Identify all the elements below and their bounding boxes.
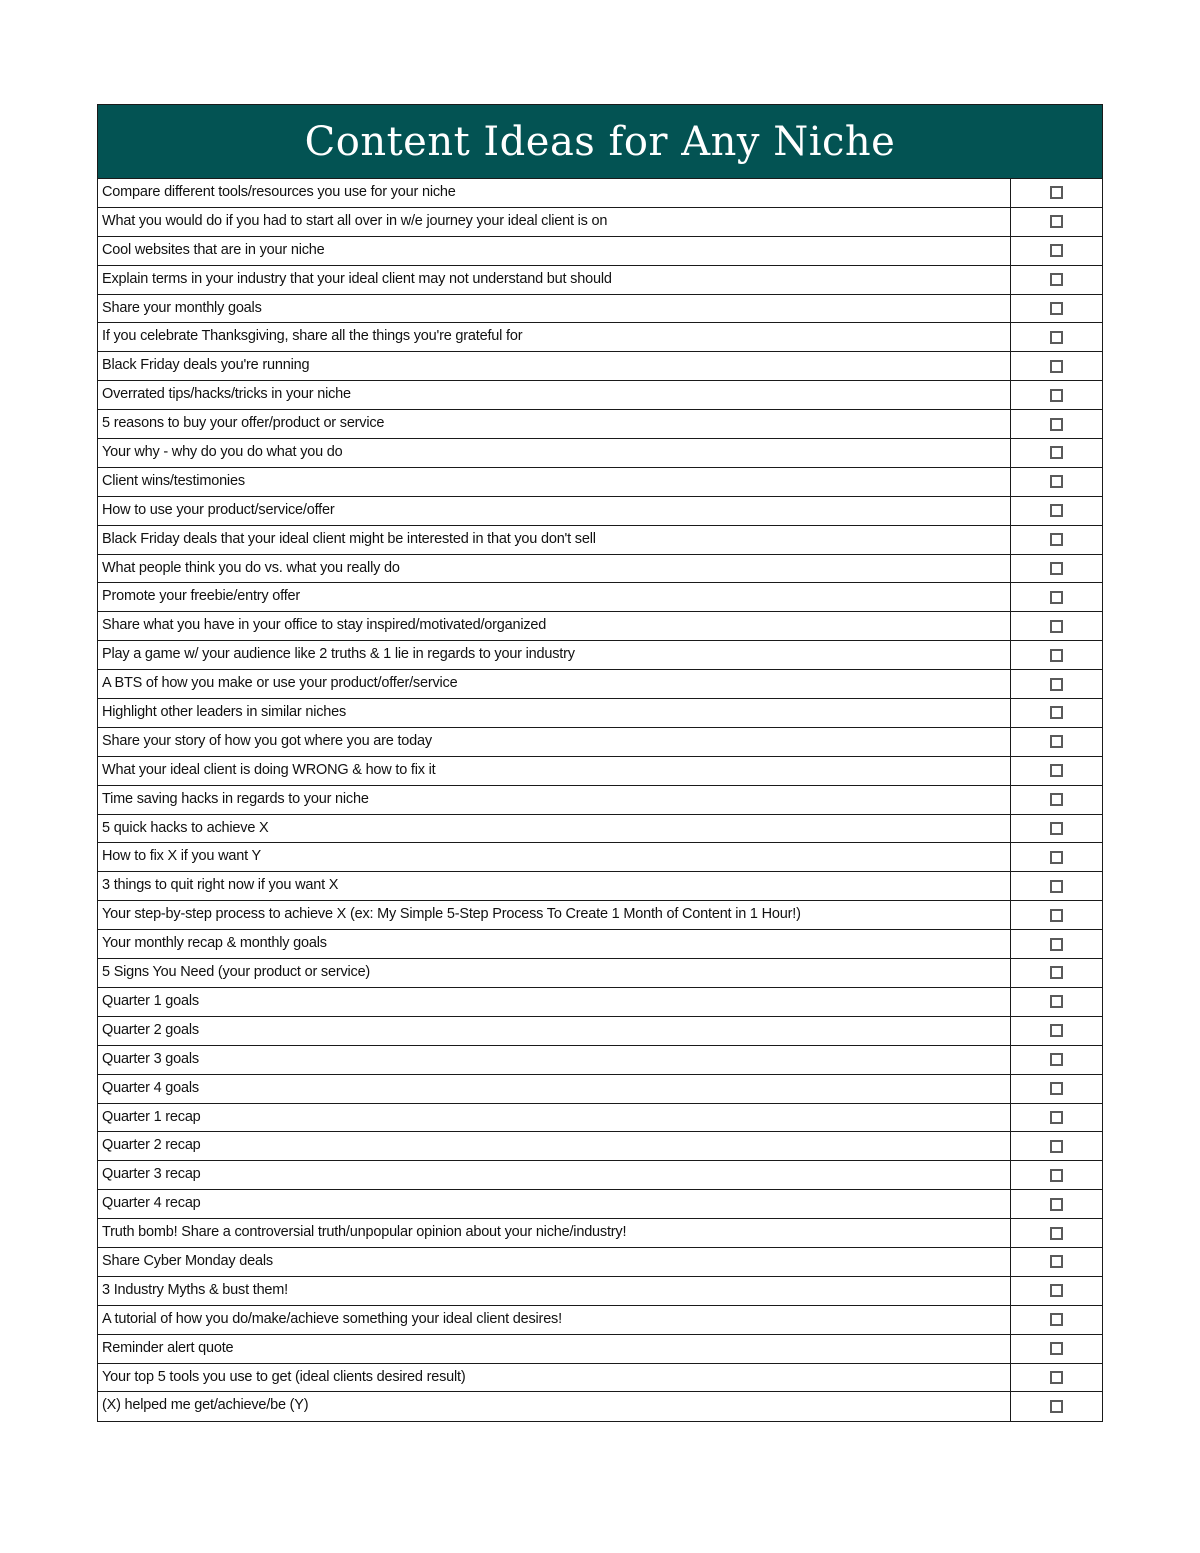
checkbox-cell [1011, 1132, 1102, 1160]
idea-text: Quarter 3 goals [98, 1046, 1011, 1074]
table-row [98, 381, 1102, 410]
idea-checkbox[interactable] [1050, 273, 1063, 286]
idea-text: If you celebrate Thanksgiving, share all the things you're grateful for [98, 323, 1011, 351]
table-row [98, 699, 1102, 728]
table-row [98, 1190, 1102, 1219]
idea-checkbox[interactable] [1050, 620, 1063, 633]
table-row [98, 1335, 1102, 1364]
idea-checkbox[interactable] [1050, 1082, 1063, 1095]
idea-text: Overrated tips/hacks/tricks in your niche [98, 381, 1011, 409]
table-row [98, 959, 1102, 988]
checkbox-cell [1011, 728, 1102, 756]
table-row [98, 641, 1102, 670]
idea-text: Your why - why do you do what you do [98, 439, 1011, 467]
idea-checkbox[interactable] [1050, 764, 1063, 777]
checkbox-cell [1011, 786, 1102, 814]
idea-text: 5 Signs You Need (your product or service) [98, 959, 1011, 987]
idea-text: Black Friday deals you're running [98, 352, 1011, 380]
checkbox-cell [1011, 988, 1102, 1016]
table-row [98, 468, 1102, 497]
table-row [98, 930, 1102, 959]
checkbox-cell [1011, 179, 1102, 207]
table-row [98, 1392, 1102, 1421]
checkbox-cell [1011, 497, 1102, 525]
idea-checkbox[interactable] [1050, 735, 1063, 748]
checkbox-cell [1011, 641, 1102, 669]
table-row [98, 901, 1102, 930]
checkbox-cell [1011, 1306, 1102, 1334]
table-row [98, 555, 1102, 584]
checkbox-cell [1011, 266, 1102, 294]
idea-checkbox[interactable] [1050, 938, 1063, 951]
idea-checkbox[interactable] [1050, 1024, 1063, 1037]
table-row [98, 1075, 1102, 1104]
table-row [98, 439, 1102, 468]
checkbox-cell [1011, 1277, 1102, 1305]
idea-checkbox[interactable] [1050, 966, 1063, 979]
content-ideas-table [97, 104, 1103, 1422]
idea-text: Explain terms in your industry that your ideal client may not understand but should [98, 266, 1011, 294]
table-row [98, 1046, 1102, 1075]
table-row [98, 988, 1102, 1017]
table-row [98, 872, 1102, 901]
idea-checkbox[interactable] [1050, 475, 1063, 488]
idea-checkbox[interactable] [1050, 1227, 1063, 1240]
idea-checkbox[interactable] [1050, 822, 1063, 835]
idea-text: Truth bomb! Share a controversial truth/unpopular opinion about your niche/industry! [98, 1219, 1011, 1247]
idea-checkbox[interactable] [1050, 880, 1063, 893]
idea-checkbox[interactable] [1050, 1198, 1063, 1211]
table-row [98, 1104, 1102, 1133]
table-row [98, 583, 1102, 612]
checkbox-cell [1011, 1104, 1102, 1132]
checkbox-cell [1011, 757, 1102, 785]
idea-checkbox[interactable] [1050, 851, 1063, 864]
checkbox-cell [1011, 410, 1102, 438]
table-row [98, 179, 1102, 208]
idea-text: How to fix X if you want Y [98, 843, 1011, 871]
checkbox-cell [1011, 872, 1102, 900]
idea-checkbox[interactable] [1050, 591, 1063, 604]
checkbox-cell [1011, 1075, 1102, 1103]
idea-text: A tutorial of how you do/make/achieve something your ideal client desires! [98, 1306, 1011, 1334]
idea-checkbox[interactable] [1050, 418, 1063, 431]
idea-checkbox[interactable] [1050, 1169, 1063, 1182]
idea-checkbox[interactable] [1050, 706, 1063, 719]
table-row [98, 1132, 1102, 1161]
idea-checkbox[interactable] [1050, 1053, 1063, 1066]
idea-checkbox[interactable] [1050, 533, 1063, 546]
idea-checkbox[interactable] [1050, 1342, 1063, 1355]
idea-text: Quarter 1 recap [98, 1104, 1011, 1132]
table-row [98, 497, 1102, 526]
idea-checkbox[interactable] [1050, 1255, 1063, 1268]
table-row [98, 323, 1102, 352]
idea-text: Quarter 4 goals [98, 1075, 1011, 1103]
idea-text: Share Cyber Monday deals [98, 1248, 1011, 1276]
table-row [98, 295, 1102, 324]
table-row [98, 612, 1102, 641]
table-row [98, 757, 1102, 786]
idea-checkbox[interactable] [1050, 215, 1063, 228]
checkbox-cell [1011, 815, 1102, 843]
idea-checkbox[interactable] [1050, 1371, 1063, 1384]
idea-checkbox[interactable] [1050, 302, 1063, 315]
table-row [98, 670, 1102, 699]
checkbox-cell [1011, 439, 1102, 467]
idea-text: Time saving hacks in regards to your niche [98, 786, 1011, 814]
idea-text: Highlight other leaders in similar niches [98, 699, 1011, 727]
idea-checkbox[interactable] [1050, 1284, 1063, 1297]
idea-text: Client wins/testimonies [98, 468, 1011, 496]
idea-text: Share your story of how you got where you are today [98, 728, 1011, 756]
table-row [98, 237, 1102, 266]
idea-checkbox[interactable] [1050, 1111, 1063, 1124]
idea-text: 3 things to quit right now if you want X [98, 872, 1011, 900]
idea-checkbox[interactable] [1050, 360, 1063, 373]
checkbox-cell [1011, 352, 1102, 380]
checkbox-cell [1011, 1364, 1102, 1392]
idea-checkbox[interactable] [1050, 909, 1063, 922]
idea-text: Quarter 1 goals [98, 988, 1011, 1016]
checkbox-cell [1011, 526, 1102, 554]
idea-checkbox[interactable] [1050, 244, 1063, 257]
idea-checkbox[interactable] [1050, 649, 1063, 662]
checkbox-cell [1011, 930, 1102, 958]
idea-text: Quarter 3 recap [98, 1161, 1011, 1189]
idea-text: A BTS of how you make or use your product/offer/service [98, 670, 1011, 698]
idea-checkbox[interactable] [1050, 504, 1063, 517]
table-row [98, 843, 1102, 872]
idea-checkbox[interactable] [1050, 562, 1063, 575]
table-row [98, 728, 1102, 757]
idea-text: (X) helped me get/achieve/be (Y) [98, 1392, 1011, 1421]
table-row [98, 1161, 1102, 1190]
checkbox-cell [1011, 295, 1102, 323]
table-row [98, 526, 1102, 555]
idea-text: 3 Industry Myths & bust them! [98, 1277, 1011, 1305]
idea-checkbox[interactable] [1050, 446, 1063, 459]
checkbox-cell [1011, 1335, 1102, 1363]
idea-checkbox[interactable] [1050, 678, 1063, 691]
idea-checkbox[interactable] [1050, 995, 1063, 1008]
table-row [98, 815, 1102, 844]
idea-text: Cool websites that are in your niche [98, 237, 1011, 265]
idea-checkbox[interactable] [1050, 793, 1063, 806]
idea-checkbox[interactable] [1050, 1400, 1063, 1413]
idea-text: Quarter 4 recap [98, 1190, 1011, 1218]
idea-text: Share what you have in your office to stay inspired/motivated/organized [98, 612, 1011, 640]
table-row [98, 266, 1102, 295]
idea-checkbox[interactable] [1050, 186, 1063, 199]
idea-text: What your ideal client is doing WRONG & how to fix it [98, 757, 1011, 785]
table-row [98, 1277, 1102, 1306]
table-row [98, 410, 1102, 439]
idea-text: Black Friday deals that your ideal client might be interested in that you don't sell [98, 526, 1011, 554]
checkbox-cell [1011, 208, 1102, 236]
idea-text: Your step-by-step process to achieve X (ex: My Simple 5-Step Process To Create 1 Month of Content in 1 Hour!) [98, 901, 1011, 929]
table-row [98, 1364, 1102, 1393]
idea-text: Share your monthly goals [98, 295, 1011, 323]
idea-checkbox[interactable] [1050, 331, 1063, 344]
idea-text: What people think you do vs. what you really do [98, 555, 1011, 583]
table-row [98, 786, 1102, 815]
idea-text: How to use your product/service/offer [98, 497, 1011, 525]
checkbox-cell [1011, 583, 1102, 611]
idea-text: 5 reasons to buy your offer/product or service [98, 410, 1011, 438]
idea-checkbox[interactable] [1050, 389, 1063, 402]
checkbox-cell [1011, 1017, 1102, 1045]
checkbox-cell [1011, 1161, 1102, 1189]
idea-text: Your top 5 tools you use to get (ideal clients desired result) [98, 1364, 1011, 1392]
idea-text: Promote your freebie/entry offer [98, 583, 1011, 611]
idea-text: Quarter 2 goals [98, 1017, 1011, 1045]
checkbox-cell [1011, 843, 1102, 871]
checkbox-cell [1011, 237, 1102, 265]
idea-checkbox[interactable] [1050, 1140, 1063, 1153]
checkbox-cell [1011, 1046, 1102, 1074]
ideas-list [98, 179, 1102, 1421]
page-title: Content Ideas for Any Niche [98, 105, 1102, 179]
checkbox-cell [1011, 468, 1102, 496]
checkbox-cell [1011, 1248, 1102, 1276]
checkbox-cell [1011, 1392, 1102, 1421]
checkbox-cell [1011, 381, 1102, 409]
idea-text: Reminder alert quote [98, 1335, 1011, 1363]
checkbox-cell [1011, 1219, 1102, 1247]
table-row [98, 1306, 1102, 1335]
checkbox-cell [1011, 1190, 1102, 1218]
table-row [98, 1219, 1102, 1248]
table-row [98, 1248, 1102, 1277]
idea-checkbox[interactable] [1050, 1313, 1063, 1326]
idea-text: 5 quick hacks to achieve X [98, 815, 1011, 843]
checkbox-cell [1011, 901, 1102, 929]
idea-text: Your monthly recap & monthly goals [98, 930, 1011, 958]
checkbox-cell [1011, 323, 1102, 351]
table-row [98, 208, 1102, 237]
table-row [98, 1017, 1102, 1046]
idea-text: What you would do if you had to start all over in w/e journey your ideal client is on [98, 208, 1011, 236]
table-row [98, 352, 1102, 381]
idea-text: Quarter 2 recap [98, 1132, 1011, 1160]
checkbox-cell [1011, 555, 1102, 583]
idea-text: Play a game w/ your audience like 2 truths & 1 lie in regards to your industry [98, 641, 1011, 669]
checkbox-cell [1011, 959, 1102, 987]
idea-text: Compare different tools/resources you use for your niche [98, 179, 1011, 207]
checkbox-cell [1011, 612, 1102, 640]
checkbox-cell [1011, 670, 1102, 698]
checkbox-cell [1011, 699, 1102, 727]
